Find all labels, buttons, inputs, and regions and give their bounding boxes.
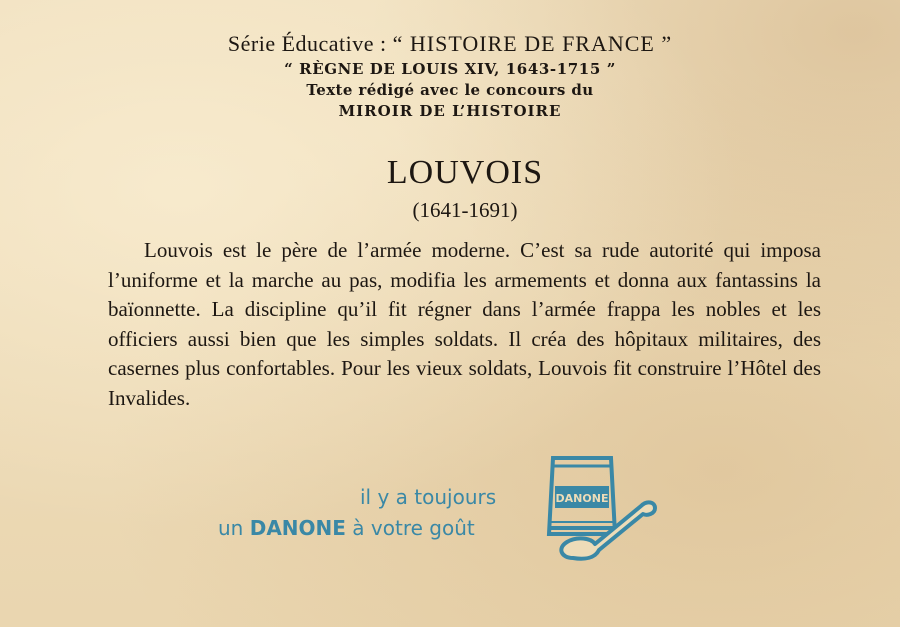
slogan-line-1: il y a toujours [360,485,497,509]
subject-name: LOUVOIS [386,154,544,191]
logo-label: DANONE [555,492,609,505]
credit-line: Texte rédigé avec le concours du [306,81,594,99]
source-line: MIROIR DE L’HISTOIRE [338,102,562,120]
subject-dates: (1641-1691) [412,198,518,222]
series-prefix: Série Éducative : [227,31,387,56]
card-header [0,30,900,122]
slogan-suffix: à votre goût [345,516,475,540]
slogan-line-2 [218,516,475,540]
slogan-brand: DANONE [249,516,346,540]
reign-subtitle: “ RÈGNE DE LOUIS XIV, 1643-1715 ” [284,60,616,78]
slogan-prefix: un [218,516,250,540]
series-title: “ HISTOIRE DE FRANCE ” [392,31,673,56]
series-line [0,30,900,58]
danone-yogurt-logo [543,452,663,568]
body-text: Louvois est le père de l’armée moderne. C’est sa rude autorité qui imposa l’uniforme et la marche au pas, modifia les armements et donna aux fantassins la baïonnette. La discipline qu’il fit régner dans l’armée frappa les nobles et les officiers aussi bien que les simples soldats. Il créa des hôpitaux militaires, des casernes plus confortables. Pour les vieux soldats, Louvois fit construire l’Hôtel des Invalides. [108,238,821,410]
spoon-icon [561,502,655,558]
yogurt-pot-icon [549,458,615,534]
